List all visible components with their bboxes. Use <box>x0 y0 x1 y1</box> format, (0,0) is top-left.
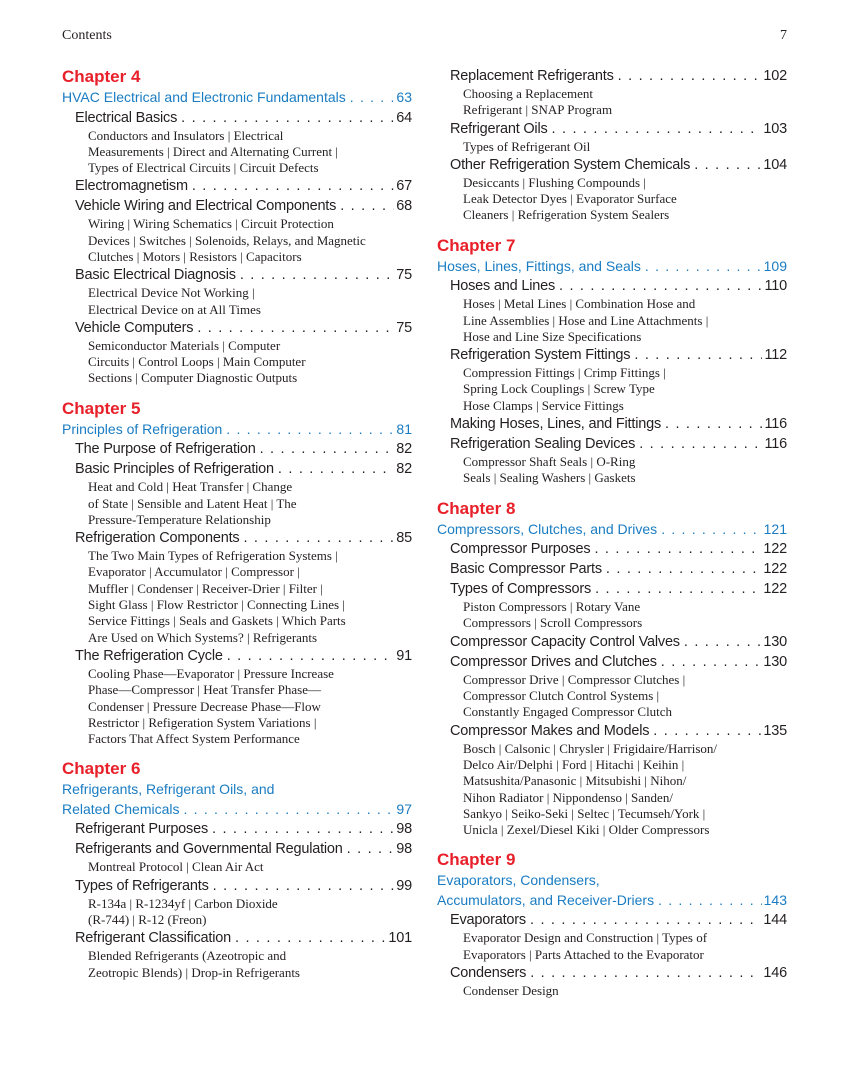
toc-section[interactable] <box>62 176 412 196</box>
subtopics <box>437 599 787 632</box>
toc-section-label: The Purpose of Refrigeration <box>75 441 256 458</box>
toc-section-page: 146 <box>763 965 787 982</box>
toc-section[interactable] <box>437 539 787 559</box>
toc-section[interactable] <box>437 579 787 599</box>
subtopics <box>62 948 412 981</box>
dot-leader <box>559 276 762 296</box>
toc-section[interactable] <box>62 196 412 216</box>
subtopic-line: (R-744) | R-12 (Freon) <box>88 912 207 928</box>
dot-leader <box>684 632 762 652</box>
chapter-title-label: Compressors, Clutches, and Drives <box>437 520 658 537</box>
toc-section[interactable] <box>437 559 787 579</box>
chapter-heading: Chapter 4 <box>62 67 141 86</box>
subtopics <box>437 454 787 487</box>
subtopic-line: Montreal Protocol | Clean Air Act <box>88 859 264 875</box>
subtopic-line: Compressor Shaft Seals | O-Ring <box>463 454 636 470</box>
toc-section-label: Vehicle Wiring and Electrical Components <box>75 198 337 215</box>
toc-section-page: 104 <box>763 156 787 173</box>
toc-column-right <box>437 66 787 999</box>
chapter-title-label: Hoses, Lines, Fittings, and Seals <box>437 257 641 274</box>
dot-leader <box>645 257 762 277</box>
toc-section-label: Refrigerant Purposes <box>75 821 209 838</box>
subtopic-line: Evaporator | Accumulator | Compressor | <box>88 564 300 580</box>
dot-leader <box>235 928 386 948</box>
subtopics <box>437 741 787 839</box>
subtopic-line: Blended Refrigerants (Azeotropic and <box>88 948 287 964</box>
dot-leader <box>181 108 394 128</box>
toc-section[interactable] <box>62 819 412 839</box>
subtopic-line: Constantly Engaged Compressor Clutch <box>463 704 673 720</box>
toc-section-page: 122 <box>763 561 787 578</box>
chapter-title-page: 109 <box>763 257 787 274</box>
dot-leader <box>552 119 762 139</box>
toc-section-label: Vehicle Computers <box>75 319 194 336</box>
chapter-title-page: 63 <box>396 89 412 105</box>
subtopic-line: Compression Fittings | Crimp Fittings | <box>463 365 666 381</box>
subtopic-line: Leak Detector Dyes | Evaporator Surface <box>463 191 677 207</box>
subtopic-line: Devices | Switches | Solenoids, Relays, and Magnetic <box>88 232 366 248</box>
toc-section-label: Replacement Refrigerants <box>450 68 614 84</box>
subtopic-line: Zeotropic Blends) | Drop-in Refrigerants <box>88 964 300 980</box>
toc-section-page: 82 <box>396 461 412 478</box>
chapter-title-page: 97 <box>396 800 412 817</box>
dot-leader <box>240 265 394 285</box>
subtopic-line: Are Used on Which Systems? | Refrigerants <box>88 629 318 645</box>
toc-section-label: Refrigeration Sealing Devices <box>450 436 636 453</box>
subtopic-line: Service Fittings | Seals and Gaskets | Which Parts <box>88 613 346 629</box>
toc-section-label: Compressor Capacity Control Valves <box>450 633 680 650</box>
subtopic-line: Electrical Device Not Working | <box>88 285 255 301</box>
toc-section-page: 64 <box>396 109 412 126</box>
subtopics <box>62 859 412 875</box>
toc-section-page: 122 <box>763 581 787 598</box>
subtopic-line: Sight Glass | Flow Restrictor | Connecting Lines | <box>88 597 345 613</box>
chapter-title[interactable] <box>62 800 412 820</box>
chapter-title-line[interactable]: Refrigerants, Refrigerant Oils, and <box>62 781 275 798</box>
chapter-title[interactable] <box>437 257 787 277</box>
subtopic-line: Cooling Phase—Evaporator | Pressure Increase <box>88 665 334 681</box>
toc-section-label: Types of Refrigerants <box>75 877 209 894</box>
toc-section-page: 75 <box>396 319 412 336</box>
subtopic-line: Phase—Compressor | Heat Transfer Phase— <box>88 682 321 698</box>
toc-section[interactable] <box>437 66 787 86</box>
subtopics <box>62 216 412 265</box>
toc-section-label: Basic Electrical Diagnosis <box>75 267 236 284</box>
toc-section-label: Basic Compressor Parts <box>450 561 602 578</box>
dot-leader <box>212 819 394 839</box>
dot-leader <box>340 196 394 216</box>
chapter-heading: Chapter 5 <box>62 398 141 418</box>
subtopics <box>437 139 787 155</box>
subtopic-line: The Two Main Types of Refrigeration Systems | <box>88 548 338 564</box>
dot-leader <box>197 318 394 338</box>
chapter-heading: Chapter 7 <box>437 235 516 255</box>
subtopics <box>437 296 787 345</box>
subtopic-line: Clutches | Motors | Resistors | Capacitors <box>88 248 302 264</box>
dot-leader <box>226 420 394 440</box>
subtopics <box>437 175 787 224</box>
chapter-title-label: Related Chemicals <box>62 800 180 817</box>
dot-leader <box>227 646 395 666</box>
toc-section-page: 110 <box>764 278 787 295</box>
toc-section-page: 135 <box>763 722 787 739</box>
dot-leader <box>243 528 394 548</box>
subtopic-line: Evaporators | Parts Attached to the Evaporator <box>463 946 704 962</box>
toc-section[interactable] <box>62 108 412 128</box>
subtopic-line: Hose Clamps | Service Fittings <box>463 397 624 413</box>
toc-section[interactable] <box>62 876 412 896</box>
toc-column-left <box>62 66 412 981</box>
toc-section-page: 85 <box>396 530 412 547</box>
toc-section[interactable] <box>437 721 787 741</box>
subtopic-line: Sections | Computer Diagnostic Outputs <box>88 370 298 386</box>
subtopics <box>437 983 787 999</box>
subtopic-line: Compressor Drive | Compressor Clutches | <box>463 671 686 687</box>
toc-section-label: Compressor Makes and Models <box>450 722 650 739</box>
subtopics <box>437 86 787 119</box>
subtopic-line: Circuits | Control Loops | Main Computer <box>88 354 306 370</box>
subtopic-line: Factors That Affect System Performance <box>88 731 300 747</box>
subtopic-line: Evaporator Design and Construction | Types of <box>463 930 708 946</box>
subtopics <box>437 930 787 963</box>
toc-section-page: 112 <box>764 347 787 364</box>
toc-section-page: 98 <box>396 841 412 858</box>
subtopic-line: Conductors and Insulators | Electrical <box>88 127 284 143</box>
subtopic-line: Types of Refrigerant Oil <box>463 138 591 154</box>
subtopic-line: Refrigerant | SNAP Program <box>463 102 613 118</box>
subtopics <box>62 338 412 387</box>
toc-section-page: 82 <box>396 441 412 458</box>
subtopic-line: Bosch | Calsonic | Chrysler | Frigidaire/Harrison/ <box>463 740 718 756</box>
subtopic-line: Semiconductor Materials | Computer <box>88 337 281 353</box>
toc-section-page: 98 <box>396 821 412 838</box>
toc-section[interactable] <box>437 345 787 365</box>
subtopics <box>62 896 412 929</box>
dot-leader <box>665 414 762 434</box>
subtopic-line: Piston Compressors | Rotary Vane <box>463 599 641 615</box>
page-number: 7 <box>780 28 787 43</box>
toc-section-label: Basic Principles of Refrigeration <box>75 461 274 478</box>
toc-section-label: Electromagnetism <box>75 178 188 195</box>
subtopics <box>62 479 412 528</box>
dot-leader <box>658 891 762 911</box>
subtopic-line: Compressors | Scroll Compressors <box>463 615 643 631</box>
toc-section-label: Making Hoses, Lines, and Fittings <box>450 416 662 433</box>
chapter-title[interactable] <box>437 891 787 911</box>
toc-section-label: Electrical Basics <box>75 109 178 126</box>
dot-leader <box>530 963 761 983</box>
toc-section[interactable] <box>437 632 787 652</box>
dot-leader <box>184 800 395 820</box>
toc-section-label: Refrigeration System Fittings <box>450 347 631 364</box>
toc-section-page: 101 <box>388 930 412 947</box>
subtopic-line: Pressure-Temperature Relationship <box>88 511 271 527</box>
toc-section-label: The Refrigeration Cycle <box>75 647 223 664</box>
toc-section-label: Refrigerant Oils <box>450 120 548 137</box>
chapter-title-page: 143 <box>763 891 787 908</box>
toc-section-label: Evaporators <box>450 912 526 929</box>
chapter-title-label: HVAC Electrical and Electronic Fundamentals <box>62 89 346 105</box>
dot-leader <box>653 721 761 741</box>
toc-section-page: 122 <box>763 541 787 558</box>
subtopic-line: Delco Air/Delphi | Ford | Hitachi | Keihin | <box>463 756 685 772</box>
chapter-title[interactable] <box>437 520 787 540</box>
subtopics <box>62 548 412 646</box>
dot-leader <box>606 559 761 579</box>
toc-section[interactable] <box>437 276 787 296</box>
chapter-title-label: Principles of Refrigeration <box>62 420 223 437</box>
toc-section[interactable] <box>437 652 787 672</box>
subtopic-line: Hose and Line Size Specifications <box>463 328 642 344</box>
subtopics <box>437 672 787 721</box>
toc-section-page: 68 <box>396 198 412 215</box>
subtopic-line: Sankyo | Seiko-Seki | Seltec | Tecumseh/York | <box>463 805 706 821</box>
chapter-heading: Chapter 6 <box>62 759 141 779</box>
dot-leader <box>530 910 761 930</box>
subtopic-line: Muffler | Condenser | Receiver-Drier | Filter | <box>88 580 323 596</box>
running-header-left: Contents <box>62 28 112 43</box>
toc-section-page: 116 <box>764 416 787 433</box>
toc-section-page: 103 <box>763 120 787 137</box>
toc-section[interactable] <box>62 839 412 859</box>
toc-section-page: 144 <box>763 912 787 929</box>
dot-leader <box>618 66 762 86</box>
toc-section-page: 99 <box>396 877 412 894</box>
toc-section-label: Refrigerant Classification <box>75 930 231 947</box>
subtopic-line: Hoses | Metal Lines | Combination Hose and <box>463 296 696 312</box>
toc-section-page: 130 <box>763 653 787 670</box>
chapter-title-page: 121 <box>763 520 787 537</box>
toc-section-label: Hoses and Lines <box>450 278 556 295</box>
dot-leader <box>639 434 762 454</box>
subtopic-line: Line Assemblies | Hose and Line Attachments | <box>463 312 709 328</box>
subtopic-line: Desiccants | Flushing Compounds | <box>463 174 646 190</box>
subtopic-line: R-134a | R-1234yf | Carbon Dioxide <box>88 895 278 911</box>
toc-section[interactable] <box>437 963 787 983</box>
subtopics <box>437 365 787 414</box>
dot-leader <box>213 876 395 896</box>
dot-leader <box>694 155 761 175</box>
subtopic-line: of State | Sensible and Latent Heat | The <box>88 495 297 511</box>
dot-leader <box>192 176 394 196</box>
dot-leader <box>260 439 395 459</box>
dot-leader <box>634 345 762 365</box>
toc-section-label: Types of Compressors <box>450 581 592 598</box>
subtopic-line: Compressor Clutch Control Systems | <box>463 688 660 704</box>
dot-leader <box>594 539 761 559</box>
toc-section-label: Compressor Purposes <box>450 541 591 558</box>
subtopic-line: Measurements | Direct and Alternating Current | <box>88 143 338 159</box>
toc-section-label: Compressor Drives and Clutches <box>450 653 657 670</box>
subtopic-line: Heat and Cold | Heat Transfer | Change <box>88 479 293 495</box>
toc-section[interactable] <box>62 459 412 479</box>
chapter-title-line[interactable]: Evaporators, Condensers, <box>437 872 600 889</box>
subtopics <box>62 666 412 747</box>
toc-section[interactable] <box>437 119 787 139</box>
dot-leader <box>278 459 394 479</box>
chapter-heading: Chapter 9 <box>437 850 516 870</box>
toc-section[interactable] <box>437 434 787 454</box>
toc-section[interactable] <box>437 910 787 930</box>
chapter-title[interactable] <box>62 420 412 440</box>
subtopic-line: Matsushita/Panasonic | Mitsubishi | Nihon/ <box>463 773 687 789</box>
dot-leader <box>347 839 395 859</box>
toc-section[interactable] <box>62 528 412 548</box>
toc-section[interactable] <box>62 646 412 666</box>
toc-section[interactable] <box>62 439 412 459</box>
subtopic-line: Unicla | Zexel/Diesel Kiki | Older Compressors <box>463 822 710 838</box>
toc-section[interactable] <box>62 318 412 338</box>
dot-leader <box>661 520 761 540</box>
toc-section-page: 91 <box>396 647 412 664</box>
chapter-title-label: Accumulators, and Receiver-Driers <box>437 891 655 908</box>
toc-section-label: Refrigeration Components <box>75 530 240 547</box>
toc-section-page: 116 <box>764 436 787 453</box>
subtopic-line: Spring Lock Couplings | Screw Type <box>463 381 655 397</box>
toc-section-page: 75 <box>396 267 412 284</box>
toc-section[interactable] <box>437 414 787 434</box>
subtopic-line: Types of Electrical Circuits | Circuit Defects <box>88 160 319 176</box>
chapter-heading: Chapter 8 <box>437 498 516 518</box>
subtopic-line: Choosing a Replacement <box>463 86 593 101</box>
toc-section-page: 102 <box>763 68 787 84</box>
subtopic-line: Wiring | Wiring Schematics | Circuit Protection <box>88 216 334 232</box>
toc-section-label: Condensers <box>450 965 527 982</box>
subtopic-line: Condenser Design <box>463 983 559 999</box>
toc-section-label: Refrigerants and Governmental Regulation <box>75 841 343 858</box>
subtopic-line: Cleaners | Refrigeration System Sealers <box>463 207 670 223</box>
dot-leader <box>661 652 762 672</box>
toc-section-page: 130 <box>763 633 787 650</box>
dot-leader <box>595 579 761 599</box>
subtopics <box>62 285 412 318</box>
subtopic-line: Seals | Sealing Washers | Gaskets <box>463 470 636 486</box>
toc-section-page: 67 <box>396 178 412 195</box>
subtopic-line: Nihon Radiator | Nippondenso | Sanden/ <box>463 789 673 805</box>
chapter-title-page: 81 <box>396 420 412 437</box>
subtopics <box>62 128 412 177</box>
chapter-title[interactable] <box>62 88 412 108</box>
toc-section[interactable] <box>437 155 787 175</box>
toc-section[interactable] <box>62 928 412 948</box>
dot-leader <box>350 88 395 108</box>
subtopic-line: Restrictor | Refigeration System Variations | <box>88 714 317 730</box>
toc-section-label: Other Refrigeration System Chemicals <box>450 156 691 173</box>
subtopic-line: Electrical Device on at All Times <box>88 301 261 317</box>
toc-section[interactable] <box>62 265 412 285</box>
subtopic-line: Condenser | Pressure Decrease Phase—Flow <box>88 698 321 714</box>
